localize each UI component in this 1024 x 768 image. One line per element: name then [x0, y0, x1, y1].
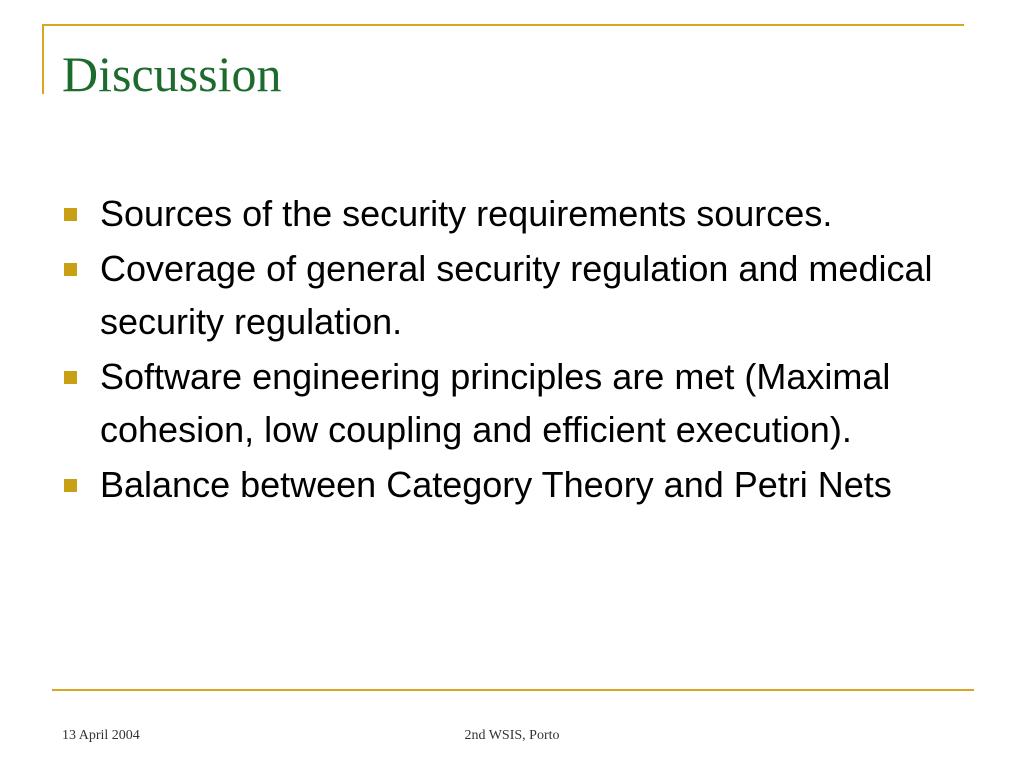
bullet-item — [62, 458, 962, 511]
bullet-text: Software engineering principles are met (Maximal cohesion, low coupling and efficient execution). — [100, 356, 891, 450]
square-bullet-icon — [64, 371, 77, 384]
title-frame-top-rule — [42, 24, 964, 26]
footer-event: 2nd WSIS, Porto — [464, 728, 560, 743]
bullet-item — [62, 187, 962, 240]
square-bullet-icon — [64, 479, 77, 492]
bullet-list — [62, 187, 962, 513]
bullet-text: Balance between Category Theory and Petri Nets — [100, 464, 892, 505]
square-bullet-icon — [64, 208, 77, 221]
bullet-text: Sources of the security requirements sources. — [100, 193, 833, 234]
square-bullet-icon — [64, 263, 77, 276]
footer-divider — [52, 689, 974, 691]
title-frame-left-rule — [42, 24, 44, 94]
bullet-item — [62, 350, 962, 456]
bullet-text: Coverage of general security regulation and medical security regulation. — [100, 248, 933, 342]
bullet-item — [62, 242, 962, 348]
footer-date: 13 April 2004 — [62, 728, 140, 743]
slide-title: Discussion — [62, 46, 282, 102]
